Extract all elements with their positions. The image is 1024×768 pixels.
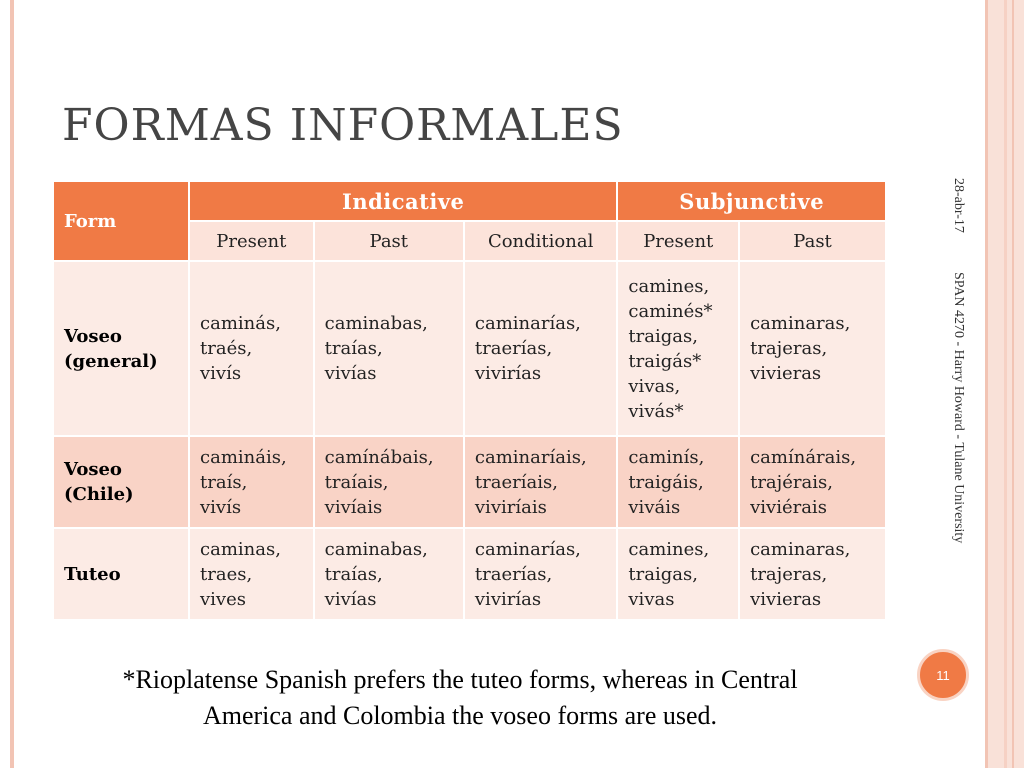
subjunctive-header: Subjunctive [618, 182, 885, 220]
table-row [54, 437, 885, 527]
table-cell: caminabas, traías, vivías [315, 262, 463, 435]
table-cell: camines, traigas, vivas [618, 529, 738, 619]
table-header-row [54, 182, 885, 220]
subheader-indicative-conditional: Conditional [465, 222, 617, 260]
table-cell: camínárais, trajérais, viviérais [740, 437, 885, 527]
footnote: *Rioplatense Spanish prefers the tuteo forms, whereas in Central America and Colombia the voseo forms are used. [122, 665, 798, 730]
table-cell: caminarías, traerías, vivirías [465, 529, 617, 619]
form-label: Voseo (general) [54, 262, 188, 435]
table-cell: caminarías, traerías, vivirías [465, 262, 617, 435]
table-cell: caminaríais, traeríais, viviríais [465, 437, 617, 527]
slide-title: FORMAS INFORMALES [62, 100, 624, 151]
subheader-subjunctive-past: Past [740, 222, 885, 260]
right-border-line [1004, 0, 1007, 768]
page-number-badge: 11 [917, 649, 969, 701]
table-cell: camines, caminés* traigas, traigás* vivas, vivás* [618, 262, 738, 435]
right-border-line [1012, 0, 1014, 768]
slide-date: 28-abr-17 [951, 178, 966, 233]
form-header: Form [54, 182, 188, 260]
table-cell: camínábais, traíais, vivíais [315, 437, 463, 527]
table-row [54, 262, 885, 435]
subheader-indicative-past: Past [315, 222, 463, 260]
form-label: Voseo (Chile) [54, 437, 188, 527]
left-border-line [10, 0, 14, 768]
table-cell: caminas, traes, vives [190, 529, 313, 619]
table-cell: caminás, traés, vivís [190, 262, 313, 435]
table-cell: caminabas, traías, vivías [315, 529, 463, 619]
table-cell: caminís, traigáis, viváis [618, 437, 738, 527]
form-label: Tuteo [54, 529, 188, 619]
subheader-subjunctive-present: Present [618, 222, 738, 260]
indicative-header: Indicative [190, 182, 616, 220]
subheader-indicative-present: Present [190, 222, 313, 260]
table-row [54, 529, 885, 619]
conjugation-table [52, 180, 887, 621]
slide-course-footer: SPAN 4270 - Harry Howard - Tulane University [951, 272, 966, 544]
table-cell: caminaras, trajeras, vivieras [740, 262, 885, 435]
table-cell: caminaras, trajeras, vivieras [740, 529, 885, 619]
table-cell: camináis, traís, vivís [190, 437, 313, 527]
